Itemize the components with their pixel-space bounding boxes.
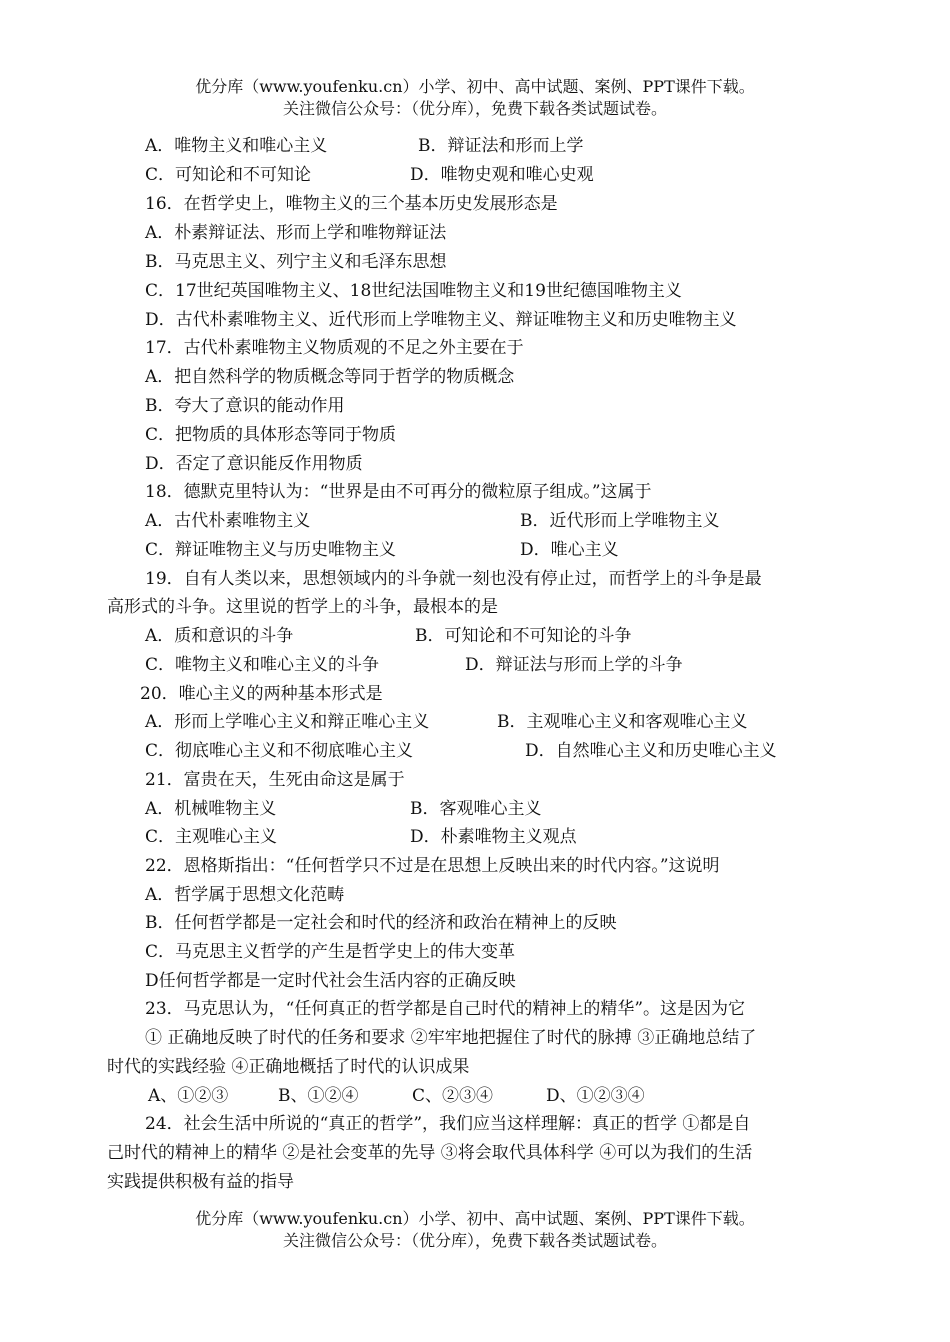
q15-option-d: D．唯物史观和唯心史观 <box>410 165 594 185</box>
q21-option-a: A．机械唯物主义 <box>145 799 277 819</box>
q23-option-c: C、②③④ <box>412 1086 494 1106</box>
q20-option-c: C．彻底唯心主义和不彻底唯心主义 <box>145 741 414 761</box>
q18-option-a: A．古代朴素唯物主义 <box>145 511 311 531</box>
page-footer <box>0 1208 950 1252</box>
header-line-1: 优分库（www.youfenku.cn）小学、初中、高中试题、案例、PPT课件下载。 <box>195 77 755 96</box>
footer-line-1: 优分库（www.youfenku.cn）小学、初中、高中试题、案例、PPT课件下载。 <box>195 1209 755 1228</box>
page-header <box>0 76 950 120</box>
q20-option-d: D．自然唯心主义和历史唯心主义 <box>525 741 777 761</box>
q18-option-d: D．唯心主义 <box>520 540 619 560</box>
q19-option-c: C．唯物主义和唯心主义的斗争 <box>145 655 380 675</box>
footer-line-2: 关注微信公众号：（优分库），免费下载各类试题试卷。 <box>282 1231 667 1250</box>
header-line-2: 关注微信公众号：（优分库），免费下载各类试题试卷。 <box>282 99 667 118</box>
q15-option-b: B．辩证法和形而上学 <box>418 136 584 156</box>
q23-option-b: B、①②④ <box>278 1086 359 1106</box>
q19-option-d: D．辩证法与形而上学的斗争 <box>465 655 683 675</box>
q23-option-a: A、①②③ <box>148 1086 229 1106</box>
q20-option-a: A．形而上学唯心主义和辩正唯心主义 <box>145 712 430 732</box>
q18-option-b: B．近代形而上学唯物主义 <box>520 511 720 531</box>
q19-option-a: A．质和意识的斗争 <box>145 626 294 646</box>
q19-option-b: B．可知论和不可知论的斗争 <box>415 626 632 646</box>
q23-option-d: D、①②③④ <box>546 1086 645 1106</box>
q15-option-c: C．可知论和不可知论 <box>145 165 312 185</box>
q21-option-b: B．客观唯心主义 <box>410 799 542 819</box>
q15-option-a: A．唯物主义和唯心主义 <box>145 136 328 156</box>
q20-option-b: B．主观唯心主义和客观唯心主义 <box>497 712 748 732</box>
q21-option-d: D．朴素唯物主义观点 <box>410 827 577 847</box>
q18-option-c: C．辩证唯物主义与历史唯物主义 <box>145 540 397 560</box>
q21-option-c: C．主观唯心主义 <box>145 827 278 847</box>
